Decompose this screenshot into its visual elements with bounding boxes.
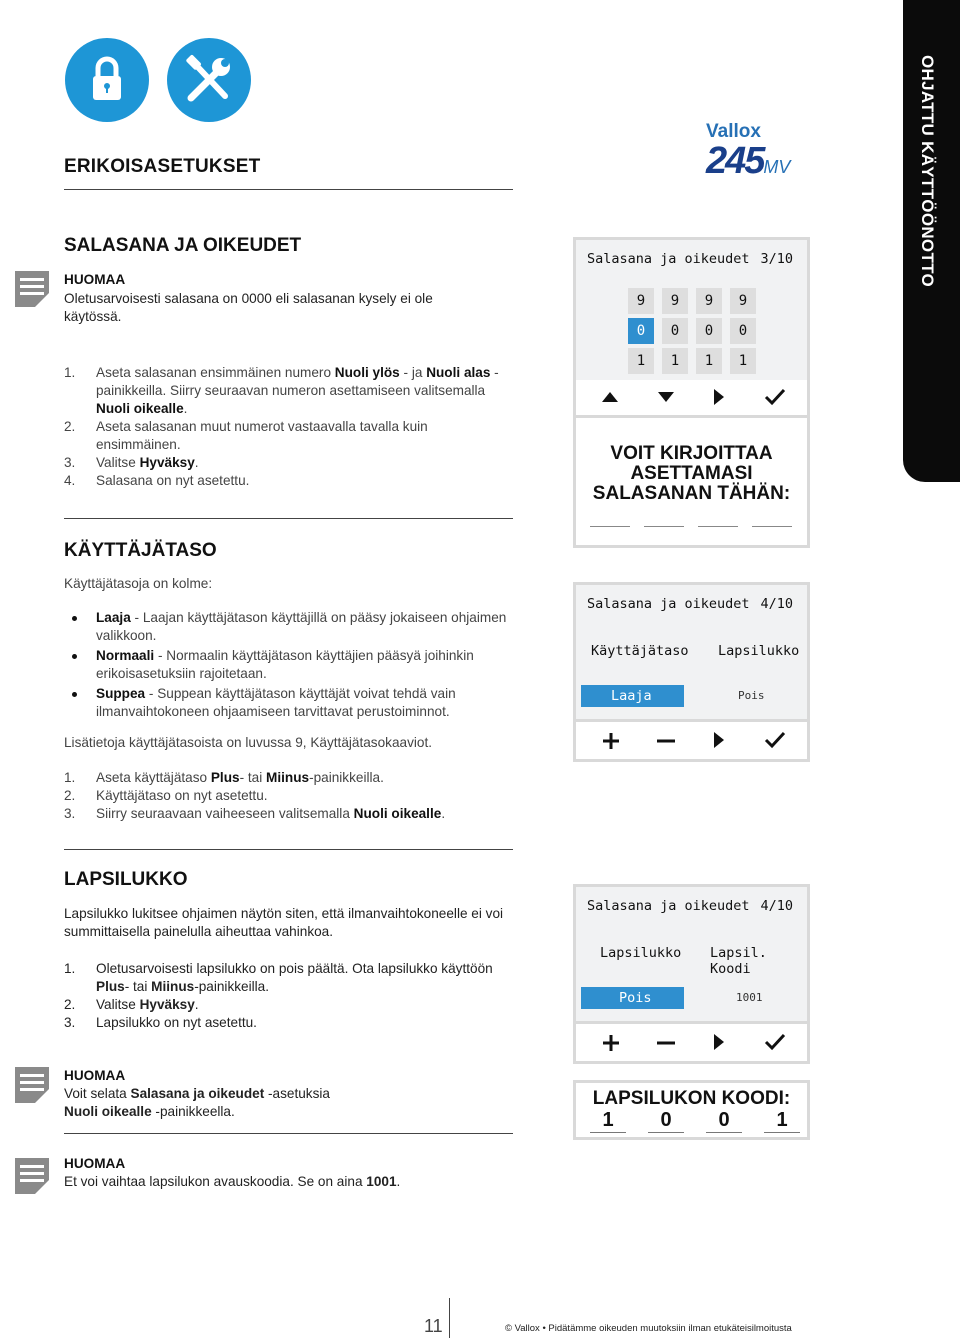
screen-page: 3/10 [760,251,793,267]
child-lock-label: Lapsilukko [600,945,682,961]
sidebar-tab [903,0,960,482]
code-digits [590,1109,800,1133]
note-text: Oletusarvoisesti salasana on 0000 eli salasanan kysely ei ole käytössä. [64,291,433,324]
screen-title: Salasana ja oikeudet [587,596,750,612]
digit-cell-selected[interactable]: 0 [628,318,654,344]
password-screen [573,237,810,383]
arrow-down-icon[interactable] [656,390,676,404]
code-digit: 1 [590,1109,626,1133]
list-item: 2. Aseta salasanan muut numerot vastaavalla tavalla kuin ensimmäinen. [64,419,428,452]
section-divider [64,849,513,850]
list-item: 1. Oletusarvoisesti lapsilukko on pois päältä. Ota lapsilukko käyttöön Plus- tai Miinus-painikkeilla. [64,961,493,994]
screen-page: 4/10 [760,596,793,612]
plus-icon[interactable] [602,732,620,750]
list-item: 3. Valitse Hyväksy. [64,455,199,470]
digit-cell[interactable]: 1 [696,348,722,374]
child-lock-intro: Lapsilukko lukitsee ohjaimen näytön siten, että ilmanvaihtokoneelle ei voi summittaisella painelulla aiheuttaa vahinkoa. [64,906,504,939]
blank-line [752,526,792,527]
digit-cell[interactable]: 9 [628,288,654,314]
password-steps [64,364,514,490]
note-label: HUOMAA [64,1156,126,1171]
list-item: Suppea - Suppean käyttäjätason käyttäjät voivat tehdä vain ilmanvaihtokoneen ohjaamiseen tarvittavat perustoiminnot. [64,685,514,721]
list-item: 3. Lapsilukko on nyt asetettu. [64,1015,257,1030]
password-blanks [590,526,792,527]
digit-cell[interactable]: 9 [662,288,688,314]
list-item: Laaja - Laajan käyttäjätason käyttäjillä on pääsy jokaiseen ohjaimen valikkoon. [64,609,514,645]
check-icon[interactable] [764,388,786,406]
list-item: 1. Aseta käyttäjätaso Plus- tai Miinus-painikkeilla. [64,770,384,785]
digit-cell[interactable]: 1 [662,348,688,374]
code-title: LAPSILUKON KOODI: [592,1088,791,1109]
digit-cell[interactable]: 1 [628,348,654,374]
user-level-steps [64,769,524,823]
lock-icon [65,38,149,122]
plus-icon[interactable] [602,1034,620,1052]
password-digit-grid [628,288,756,374]
minus-icon[interactable] [656,732,676,750]
note-icon [15,1158,49,1199]
note-label: HUOMAA [64,272,126,287]
note-label: HUOMAA [64,1068,126,1083]
code-digit: 0 [706,1109,742,1133]
child-lock-code-value: 1001 [736,991,763,1004]
arrow-right-icon[interactable] [712,388,726,406]
note-text: Et voi vaihtaa lapsilukon avauskoodia. Se on aina 1001. [64,1174,401,1189]
list-item: 4. Salasana on nyt asetettu. [64,473,250,488]
callout-text: VOIT KIRJOITTAA ASETTAMASI SALASANAN TÄHÄN: [592,443,791,504]
page-title: ERIKOISASETUKSET [64,156,261,177]
arrow-up-icon[interactable] [600,390,620,404]
section-divider [64,518,513,519]
child-lock-code-box [573,1080,810,1140]
password-button-bar [573,380,810,418]
code-digit: 0 [648,1109,684,1133]
digit-cell[interactable]: 1 [730,348,756,374]
blank-line [644,526,684,527]
header-divider [64,189,513,190]
footer-copyright: © Vallox • Pidätämme oikeuden muutoksiin ilman etukäteisilmoitusta [505,1323,792,1334]
password-heading: SALASANA JA OIKEUDET [64,235,302,256]
model-number: 245 [706,140,764,182]
password-callout-box [573,418,810,548]
child-lock-steps [64,960,514,1032]
note-icon [15,1067,49,1108]
list-item: 2. Valitse Hyväksy. [64,997,199,1012]
list-item: 3. Siirry seuraavaan vaiheeseen valitsemalla Nuoli oikealle. [64,806,446,821]
blank-line [698,526,738,527]
arrow-right-icon[interactable] [712,731,726,749]
section-divider [64,1133,513,1134]
note-icon [15,271,49,312]
list-item: Normaali - Normaalin käyttäjätason käyttäjien pääsyä joihinkin erikoisasetuksiin rajoitetaan. [64,647,514,683]
note-text: Voit selata Salasana ja oikeudet -asetuksia Nuoli oikealle -painikkeella. [64,1086,330,1119]
child-lock-button-bar [573,1024,810,1064]
list-item: 1. Aseta salasanan ensimmäinen numero Nuoli ylös - ja Nuoli alas -painikkeilla. Siirry seuraavan numeron asettamiseen valitsemalla Nuoli oikealle. [64,365,499,416]
user-level-button-bar [573,722,810,762]
digit-cell[interactable]: 9 [730,288,756,314]
check-icon[interactable] [764,1033,786,1051]
child-lock-value: Pois [619,990,652,1006]
user-level-value-field[interactable] [581,685,684,707]
user-level-more: Lisätietoja käyttäjätasoista on luvussa 9, Käyttäjätasokaaviot. [64,735,433,750]
screen-title: Salasana ja oikeudet [587,251,750,267]
vallox-logo [706,122,790,183]
user-level-heading: KÄYTTÄJÄTASO [64,540,217,561]
tools-icon [167,38,251,122]
model-suffix: MV [763,157,791,177]
user-level-value: Laaja [611,688,652,704]
brand-name: Vallox [706,121,761,142]
child-lock-value-field[interactable] [581,987,684,1009]
blank-line [590,526,630,527]
check-icon[interactable] [764,731,786,749]
screen-title: Salasana ja oikeudet [587,898,750,914]
digit-cell[interactable]: 0 [730,318,756,344]
user-level-screen [573,582,810,722]
user-level-intro: Käyttäjätasoja on kolme: [64,576,213,591]
minus-icon[interactable] [656,1034,676,1052]
page-number: 11 [424,1316,443,1336]
arrow-right-icon[interactable] [712,1033,726,1051]
footer-divider [449,1298,450,1338]
digit-cell[interactable]: 0 [662,318,688,344]
digit-cell[interactable]: 9 [696,288,722,314]
child-lock-value: Pois [738,689,765,702]
child-lock-screen [573,884,810,1024]
code-digit: 1 [764,1109,800,1133]
child-lock-label: Lapsilukko [718,643,800,659]
child-lock-heading: LAPSILUKKO [64,869,188,890]
list-item: 2. Käyttäjätaso on nyt asetettu. [64,788,268,803]
child-lock-code-label: Lapsil. Koodi [710,945,767,977]
user-level-label: Käyttäjätaso [591,643,689,659]
digit-cell[interactable]: 0 [696,318,722,344]
sidebar-label: OHJATTU KÄYTTÖÖNOTTO [918,55,937,288]
user-level-bullets [64,609,514,721]
screen-page: 4/10 [760,898,793,914]
